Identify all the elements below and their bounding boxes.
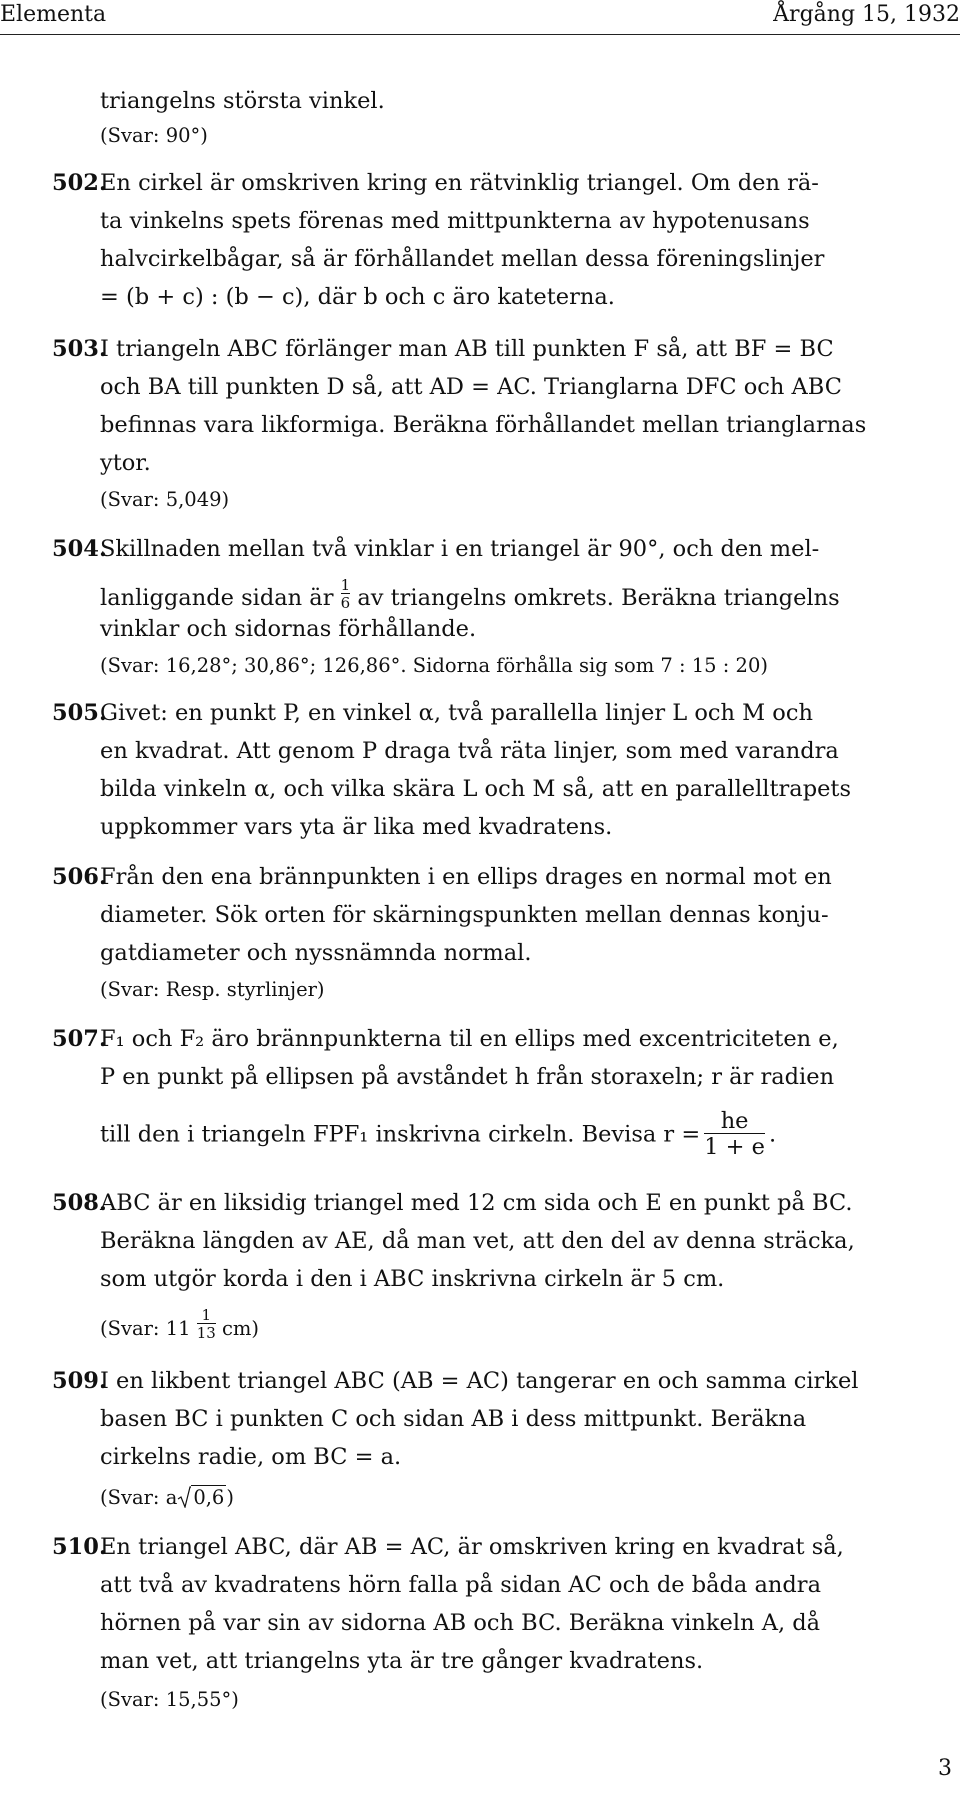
p510-line4: man vet, att triangelns yta är tre gånger kvadratens. <box>100 1648 704 1674</box>
p505-line1: Givet: en punkt P, en vinkel α, två parallella linjer L och M och <box>100 700 813 726</box>
p505-line3: bilda vinkeln α, och vilka skära L och M så, att en parallelltrapets <box>100 776 852 802</box>
fraction <box>704 1110 765 1158</box>
numerator: 1 <box>201 1306 212 1324</box>
p507-line1: F₁ och F₂ äro brännpunkterna til en ellips med excentriciteten e, <box>100 1026 839 1052</box>
p504-line2a: lanliggande sidan är <box>100 585 334 611</box>
p504-line1: Skillnaden mellan två vinklar i en triangel är 90°, och den mel- <box>100 536 820 562</box>
p506-line2: diameter. Sök orten för skärningspunkten mellan dennas konju- <box>100 902 829 928</box>
p501-answer: (Svar: 90°) <box>100 124 208 147</box>
volume-year: Årgång 15, 1932 <box>773 2 960 27</box>
problem-number: 509. <box>52 1368 107 1394</box>
radical-sign-icon <box>177 1486 191 1508</box>
p510-answer: (Svar: 15,55°) <box>100 1688 239 1711</box>
p503-line1: I triangeln ABC förlänger man AB till punkten F så, att BF = BC <box>100 336 834 362</box>
fraction <box>341 578 351 611</box>
p510-line3: hörnen på var sin av sidorna AB och BC. Beräkna vinkeln A, då <box>100 1610 821 1636</box>
problem-number: 506. <box>52 864 107 890</box>
numerator: he <box>720 1108 749 1134</box>
p509-answer-a: (Svar: a <box>100 1486 178 1509</box>
problem-number: 504. <box>52 536 107 562</box>
p506-line1: Från den ena brännpunkten i en ellips drages en normal mot en <box>100 864 832 890</box>
p508-line1: ABC är en liksidig triangel med 12 cm sida och E en punkt på BC. <box>100 1190 853 1216</box>
problem-number: 502. <box>52 170 107 196</box>
p502-line1: En cirkel är omskriven kring en rätvinklig triangel. Om den rä- <box>100 170 819 196</box>
radicand: 0,6 <box>193 1486 225 1509</box>
p505-line2: en kvadrat. Att genom P draga två räta linjer, som med varandra <box>100 738 839 764</box>
p501-line1: triangelns största vinkel. <box>100 88 385 114</box>
p503-line3: befinnas vara likformiga. Beräkna förhållandet mellan trianglarnas <box>100 412 867 438</box>
p509-answer-b: ) <box>226 1486 234 1509</box>
p507-line3 <box>100 1110 776 1158</box>
p508-line3: som utgör korda i den i ABC inskrivna cirkeln är 5 cm. <box>100 1266 725 1292</box>
p504-line2 <box>100 578 840 611</box>
p504-answer: (Svar: 16,28°; 30,86°; 126,86°. Sidorna förhålla sig som 7 : 15 : 20) <box>100 654 768 677</box>
p508-answer-a: (Svar: 11 <box>100 1317 191 1340</box>
p505-line4: uppkommer vars yta är lika med kvadratens. <box>100 814 613 840</box>
page-number: 3 <box>938 1756 952 1781</box>
problem-number: 510. <box>52 1534 107 1560</box>
p502-line4: = (b + c) : (b − c), där b och c äro kateterna. <box>100 284 615 310</box>
p507-line2: P en punkt på ellipsen på avståndet h från storaxeln; r är radien <box>100 1064 835 1090</box>
p508-answer-b: cm) <box>222 1317 260 1340</box>
p507-line3a: till den i triangeln FPF₁ inskrivna cirkeln. Bevisa r = <box>100 1121 701 1148</box>
p509-line2: basen BC i punkten C och sidan AB i dess mittpunkt. Beräkna <box>100 1406 807 1432</box>
p509-answer <box>100 1486 234 1508</box>
p510-line1: En triangel ABC, där AB = AC, är omskriven kring en kvadrat så, <box>100 1534 844 1560</box>
p506-line3: gatdiameter och nyssnämnda normal. <box>100 940 532 966</box>
p504-line2b: av triangelns omkrets. Beräkna triangelns <box>357 585 840 611</box>
p502-line2: ta vinkelns spets förenas med mittpunkterna av hypotenusans <box>100 208 810 234</box>
journal-name: Elementa <box>0 2 107 27</box>
p503-answer: (Svar: 5,049) <box>100 488 230 511</box>
p510-line2: att två av kvadratens hörn falla på sidan AC och de båda andra <box>100 1572 821 1598</box>
denominator: 1 + e <box>704 1133 765 1160</box>
p504-line3: vinklar och sidornas förhållande. <box>100 616 477 642</box>
problem-number: 508. <box>52 1190 107 1216</box>
p508-line2: Beräkna längden av AE, då man vet, att den del av denna sträcka, <box>100 1228 855 1254</box>
p509-line1: I en likbent triangel ABC (AB = AC) tangerar en och samma cirkel <box>100 1368 859 1394</box>
p506-answer: (Svar: Resp. styrlinjer) <box>100 978 325 1001</box>
numerator: 1 <box>340 576 351 594</box>
p502-line3: halvcirkelbågar, så är förhållandet mellan dessa föreningslinjer <box>100 246 825 272</box>
page-header <box>0 0 960 35</box>
denominator: 13 <box>196 1324 216 1342</box>
square-root <box>177 1486 226 1508</box>
problem-number: 507. <box>52 1026 107 1052</box>
problem-number: 505. <box>52 700 107 726</box>
p503-line4: ytor. <box>100 450 151 476</box>
p507-line3b: . <box>769 1121 777 1148</box>
denominator: 6 <box>340 594 351 612</box>
fraction <box>197 1308 216 1341</box>
p503-line2: och BA till punkten D så, att AD = AC. Trianglarna DFC och ABC <box>100 374 842 400</box>
p508-answer <box>100 1308 259 1341</box>
problem-number: 503. <box>52 336 107 362</box>
p509-line3: cirkelns radie, om BC = a. <box>100 1444 402 1470</box>
